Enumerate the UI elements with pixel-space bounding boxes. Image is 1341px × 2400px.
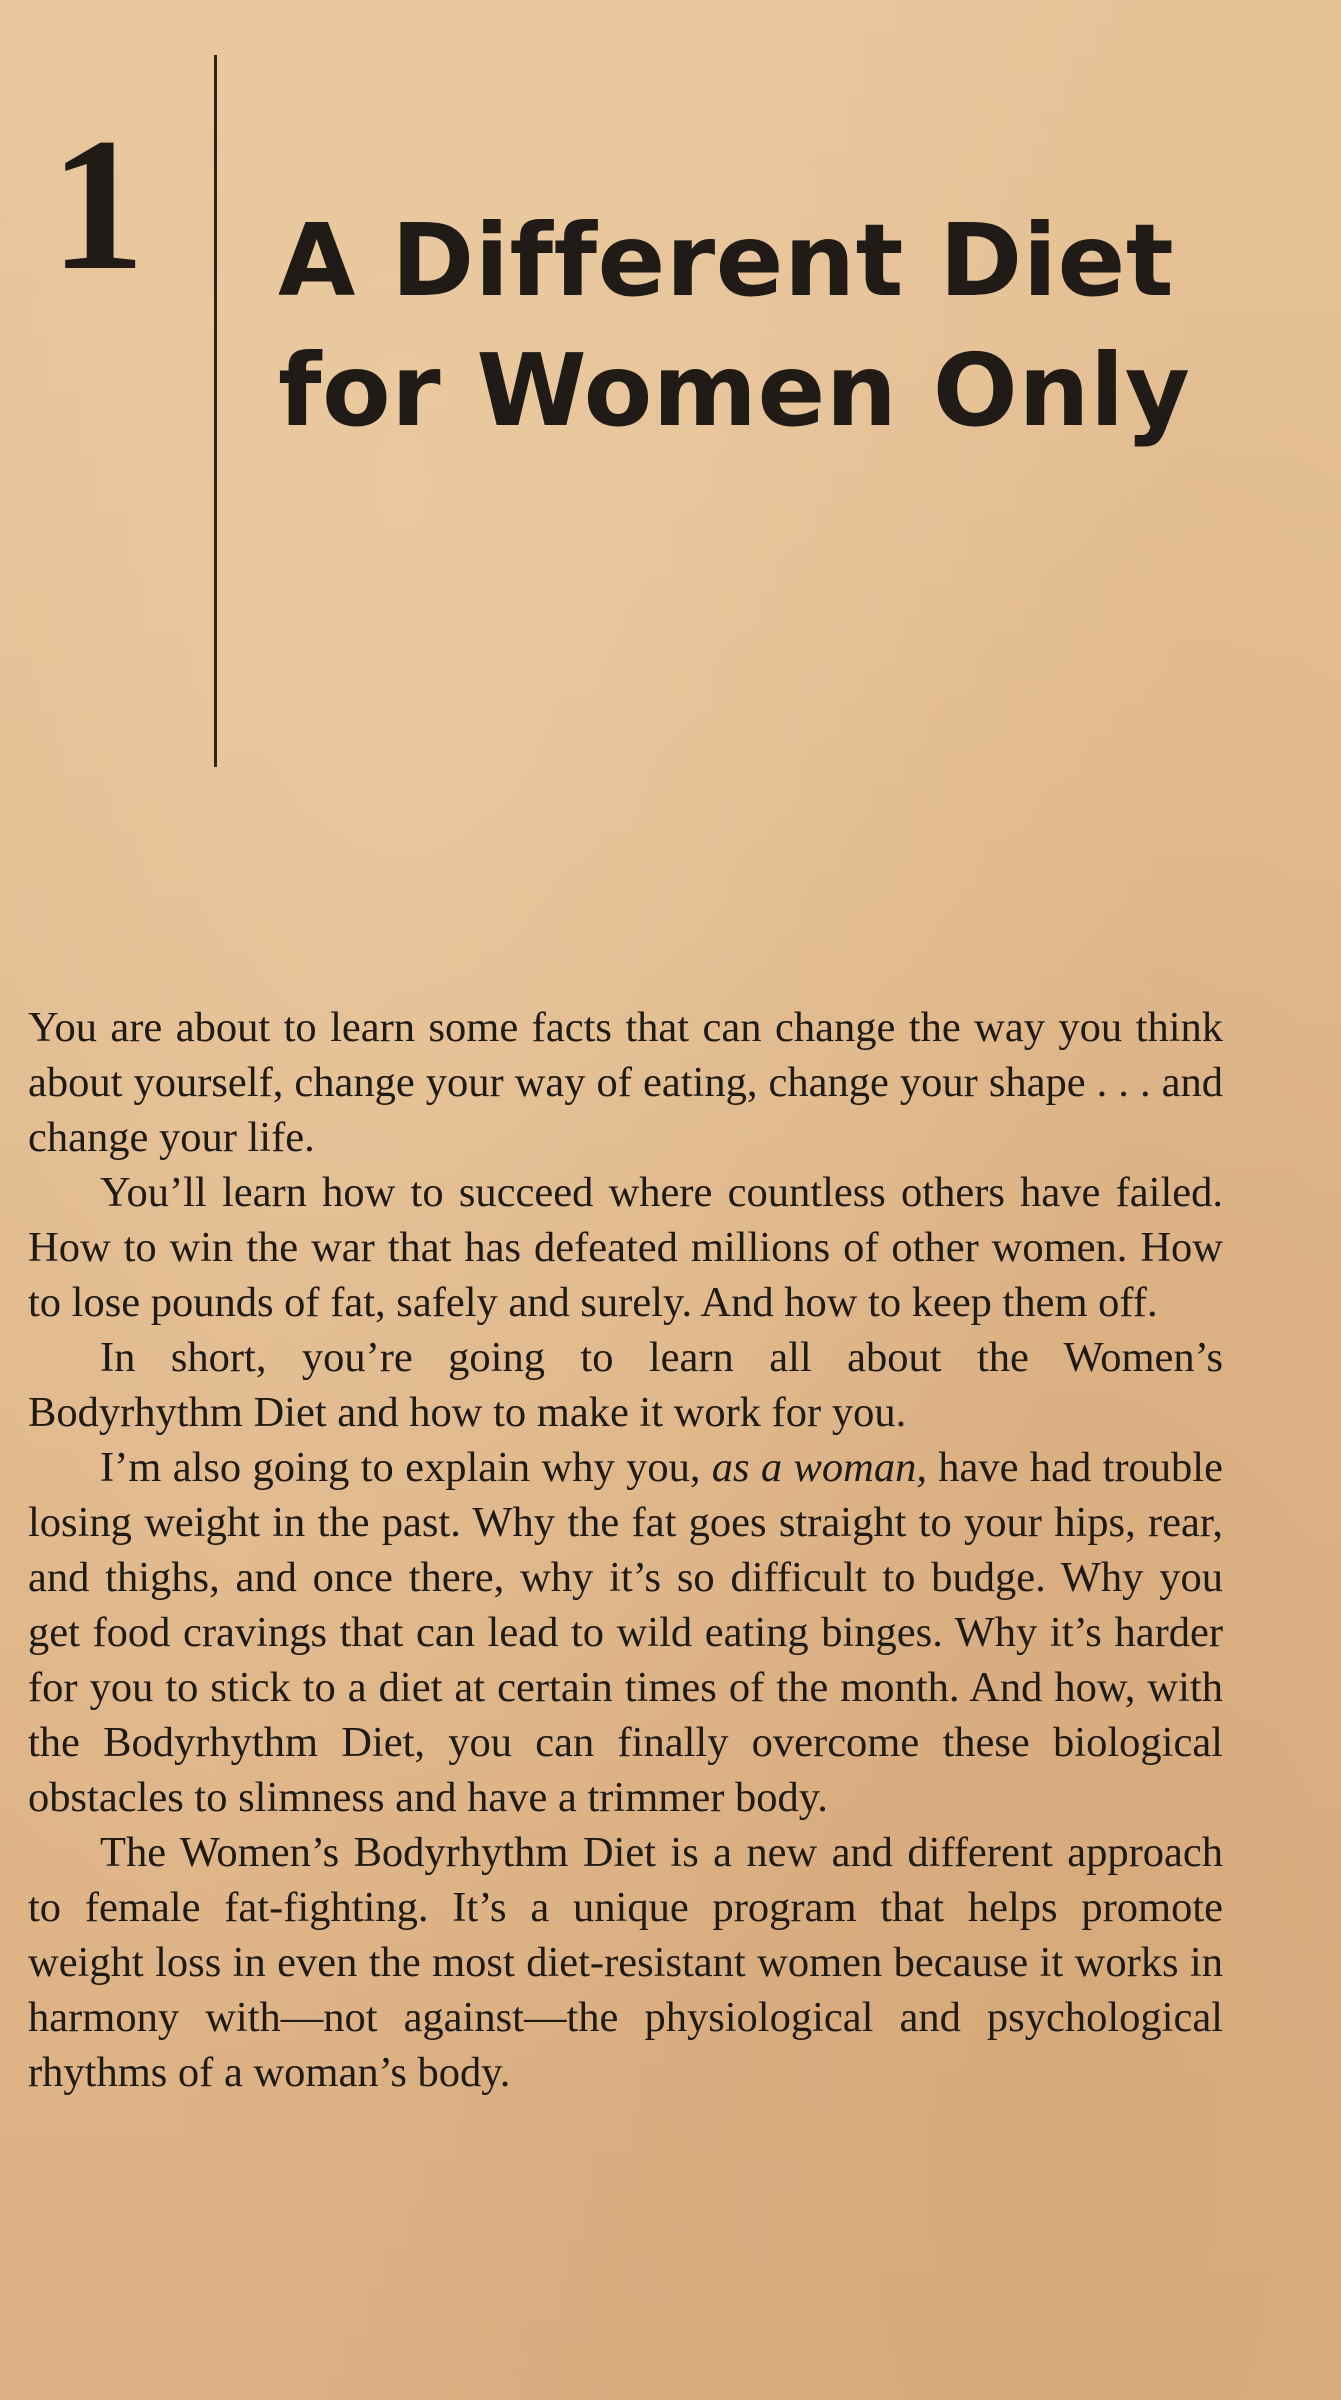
paragraph-1: You are about to learn some facts that can change the way you think about yourself, change your way of eating, change your shape . . . and change your life. (28, 1004, 1223, 1161)
chapter-title (278, 196, 1278, 456)
paragraph-4-emphasis: as a woman, (711, 1444, 927, 1491)
body-text (28, 1000, 1223, 2100)
paragraph-3: In short, you’re going to learn all about the Women’s Bodyrhythm Diet and how to make it work for you. (28, 1334, 1223, 1436)
chapter-number: 1 (50, 100, 145, 310)
chapter-divider-rule (214, 55, 217, 767)
paragraph-4-start: I’m also going to explain why you, (100, 1444, 712, 1491)
paragraph-4 (28, 1440, 1223, 1825)
chapter-title-line-2: for Women Only (278, 332, 1191, 449)
chapter-title-line-1: A Different Diet (278, 202, 1175, 319)
paragraph-5: The Women’s Bodyrhythm Diet is a new and different approach to female fat-fighting. It’s a unique program that helps promote weight loss in even the most diet-resistant women because it works in harmony with—not against—the physiological and psychological rhythms of a woman’s body. (28, 1829, 1223, 2096)
paragraph-4-end: have had trouble losing weight in the past. Why the fat goes straight to your hips, rear, and thighs, and once there, why it’s so difficult to budge. Why you get food cravings that can lead to wild eating binges. Why it’s harder for you to stick to a diet at certain times of the month. And how, with the Bodyrhythm Diet, you can finally overcome these biological obstacles to slimness and have a trimmer body. (28, 1444, 1223, 1821)
paragraph-2: You’ll learn how to succeed where countless others have failed. How to win the war that has defeated millions of other women. How to lose pounds of fat, safely and surely. And how to keep them off. (28, 1169, 1223, 1326)
